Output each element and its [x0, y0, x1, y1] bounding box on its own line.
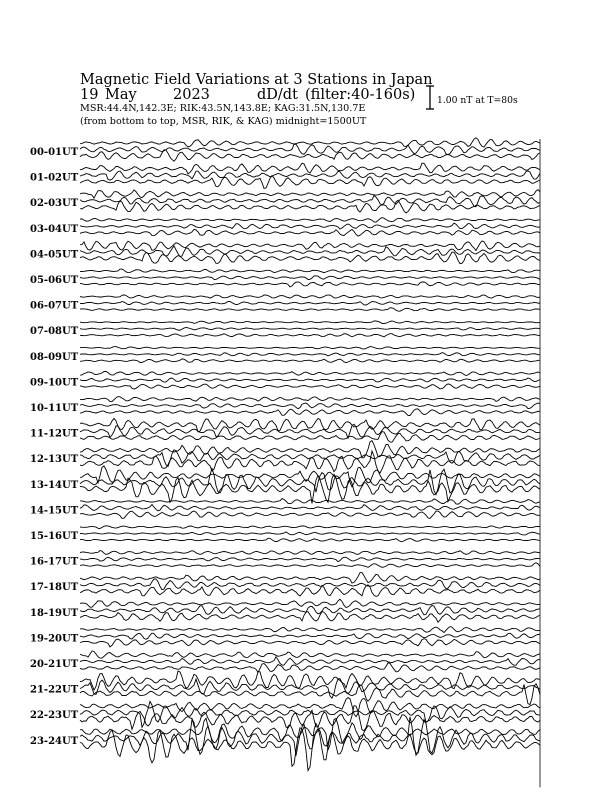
chart-title: Magnetic Field Variations at 3 Stations in Japan — [80, 72, 433, 88]
trace-kag — [80, 269, 540, 273]
hour-row — [30, 441, 540, 473]
hour-row — [30, 269, 540, 287]
trace-msr — [80, 612, 540, 623]
hour-row — [30, 671, 540, 705]
trace-msr — [80, 308, 540, 312]
trace-msr — [80, 409, 540, 416]
trace-msr — [80, 474, 540, 503]
hour-row-label: 12-13UT — [30, 454, 79, 466]
hour-row — [30, 651, 540, 672]
trace-rik — [80, 579, 540, 590]
trace-msr — [80, 334, 540, 337]
hour-row-label: 14-15UT — [30, 505, 79, 517]
hour-row — [30, 418, 540, 442]
hour-row — [30, 241, 540, 264]
trace-rik — [80, 144, 540, 154]
scale-bar-label: 1.00 nT at T=80s — [437, 95, 518, 106]
trace-kag — [80, 347, 540, 350]
hour-row-label: 20-21UT — [30, 659, 79, 670]
trace-msr — [80, 684, 540, 705]
hour-row-label: 06-07UT — [30, 300, 79, 312]
trace-msr — [80, 563, 540, 568]
hour-row-label: 13-14UT — [30, 479, 79, 491]
hour-row — [30, 466, 540, 504]
hour-row-label: 08-09UT — [30, 351, 79, 363]
trace-kag — [80, 499, 540, 505]
filter-label: (filter:40-160s) — [305, 87, 416, 103]
hour-row-label: 21-22UT — [30, 684, 79, 696]
scale-bar — [426, 86, 434, 109]
trace-rik — [80, 657, 540, 665]
trace-kag — [80, 241, 540, 251]
hour-row — [30, 347, 540, 363]
hour-row — [30, 372, 540, 390]
trace-rik — [80, 328, 540, 331]
date-month: May — [105, 87, 137, 103]
trace-msr — [80, 176, 540, 189]
hour-row-label: 22-23UT — [30, 710, 79, 722]
hour-row-label: 17-18UT — [30, 582, 79, 594]
trace-rik — [80, 223, 540, 229]
trace-kag — [80, 671, 540, 690]
trace-rik — [80, 424, 540, 438]
hour-rows — [30, 138, 540, 788]
trace-rik — [80, 403, 540, 409]
hour-row — [30, 551, 540, 568]
hour-row-label: 23-24UT — [30, 735, 79, 747]
hour-row-label: 07-08UT — [30, 326, 79, 338]
hour-row-label: 01-02UT — [30, 172, 79, 184]
trace-msr — [80, 511, 540, 519]
date-year: 2023 — [173, 87, 210, 103]
hour-row — [30, 295, 540, 312]
hour-row-label: 05-06UT — [30, 275, 79, 286]
hour-row — [30, 573, 540, 597]
trace-rik — [80, 633, 540, 639]
hour-row-label: 18-19UT — [30, 607, 79, 619]
trace-kag — [80, 397, 540, 402]
trace-msr — [80, 150, 540, 162]
trace-kag — [80, 573, 540, 584]
trace-kag — [80, 627, 540, 633]
trace-msr — [80, 706, 540, 731]
trace-rik — [80, 353, 540, 356]
hour-row-label: 19-20UT — [30, 633, 79, 645]
trace-msr — [80, 229, 540, 236]
hour-row-label: 16-17UT — [30, 556, 79, 568]
trace-kag — [80, 218, 540, 223]
trace-rik — [80, 532, 540, 535]
trace-kag — [80, 163, 540, 174]
trace-msr — [80, 432, 540, 443]
trace-kag — [80, 372, 540, 376]
trace-msr — [80, 538, 540, 541]
hour-row-label: 11-12UT — [30, 428, 79, 440]
hour-row — [30, 321, 540, 337]
trace-rik — [80, 195, 540, 206]
trace-kag — [80, 321, 540, 324]
hour-row — [30, 698, 540, 731]
trace-rik — [80, 378, 540, 382]
trace-msr — [80, 663, 540, 673]
hour-row-label: 00-01UT — [30, 147, 79, 158]
trace-msr — [80, 585, 540, 597]
trace-msr — [80, 359, 540, 363]
trace-kag — [80, 526, 540, 529]
hour-row — [30, 526, 540, 542]
hour-row — [30, 397, 540, 416]
trace-rik — [80, 557, 540, 561]
trace-rik — [80, 301, 540, 305]
hour-row-label: 03-04UT — [30, 223, 79, 235]
trace-msr — [80, 451, 540, 473]
hour-row-label: 10-11UT — [30, 403, 79, 414]
trace-rik — [80, 276, 540, 280]
date-day: 19 — [80, 87, 99, 103]
trace-msr — [80, 639, 540, 647]
hour-row — [30, 190, 540, 213]
station-coordinates: MSR:44.4N,142.3E; RIK:43.5N,143.8E; KAG:31.5N,130.7E — [80, 103, 366, 114]
station-order-note: (from bottom to top, MSR, RIK, & KAG) midnight=1500UT — [80, 116, 367, 127]
trace-msr — [80, 282, 540, 287]
trace-rik — [80, 505, 540, 511]
hour-row — [30, 499, 540, 519]
trace-kag — [80, 551, 540, 555]
hour-row-label: 15-16UT — [30, 531, 79, 542]
trace-msr — [80, 724, 540, 771]
hour-row — [30, 218, 540, 237]
hour-row-label: 09-10UT — [30, 377, 79, 389]
trace-rik — [80, 605, 540, 615]
hour-row-label: 02-03UT — [30, 198, 79, 210]
trace-kag — [80, 466, 540, 487]
trace-kag — [80, 441, 540, 458]
hour-row — [30, 138, 540, 162]
quantity-label: dD/dt — [257, 87, 298, 103]
hour-row-label: 04-05UT — [30, 249, 79, 261]
trace-kag — [80, 295, 540, 298]
hour-row — [30, 163, 540, 188]
trace-kag — [80, 190, 540, 199]
hour-row — [30, 599, 540, 622]
trace-msr — [80, 384, 540, 389]
trace-kag — [80, 651, 540, 658]
hour-row — [30, 627, 540, 647]
